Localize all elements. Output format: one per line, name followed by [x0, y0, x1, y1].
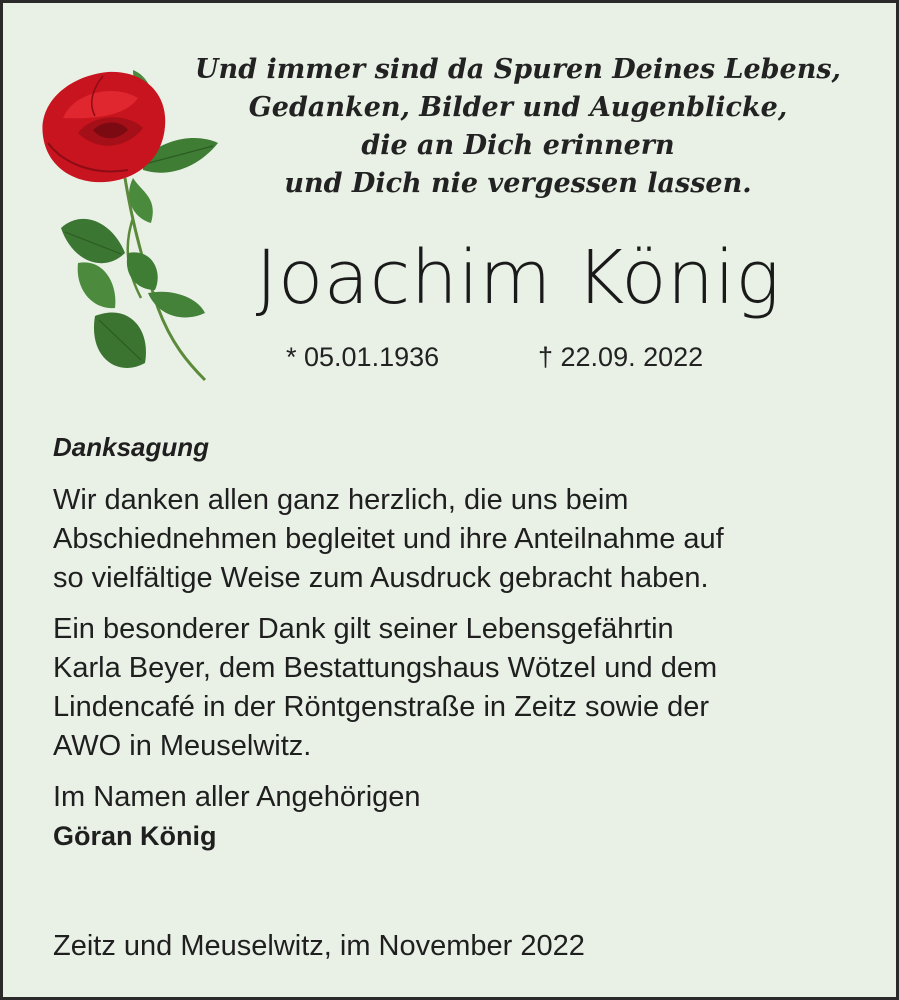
text-line: Lindencafé in der Röntgenstraße in Zeitz sowie der — [53, 691, 710, 723]
birth-date: * 05.01.1936 — [286, 342, 440, 372]
memorial-poem — [193, 51, 843, 203]
poem-line: und Dich nie vergessen lassen. — [284, 168, 752, 199]
text-line: Ein besonderer Dank gilt seiner Lebensgefährtin — [53, 613, 674, 645]
text-line: Wir danken allen ganz herzlich, die uns beim — [53, 484, 629, 516]
deceased-name: Joachim König — [255, 235, 781, 321]
poem-line: die an Dich erinnern — [361, 130, 675, 161]
poem-line: Und immer sind da Spuren Deines Lebens, — [195, 54, 841, 85]
text-line: AWO in Meuselwitz. — [53, 730, 312, 762]
place-and-date: Zeitz und Meuselwitz, im November 2022 — [53, 930, 585, 962]
text-line: Karla Beyer, dem Bestattungshaus Wötzel und dem — [53, 652, 718, 684]
death-date: † 22.09. 2022 — [538, 342, 704, 372]
section-heading: Danksagung — [53, 432, 210, 462]
special-thanks-paragraph — [53, 610, 873, 766]
thanks-paragraph — [53, 481, 873, 598]
signer-name: Göran König — [53, 821, 217, 851]
poem-line: Gedanken, Bilder und Augenblicke, — [248, 92, 788, 123]
thanks-section — [53, 428, 873, 856]
signature-intro: Im Namen aller Angehörigen — [53, 781, 421, 813]
text-line: Abschiednehmen begleitet und ihre Anteilnahme auf — [53, 523, 724, 555]
text-line: so vielfältige Weise zum Ausdruck gebracht haben. — [53, 562, 709, 594]
